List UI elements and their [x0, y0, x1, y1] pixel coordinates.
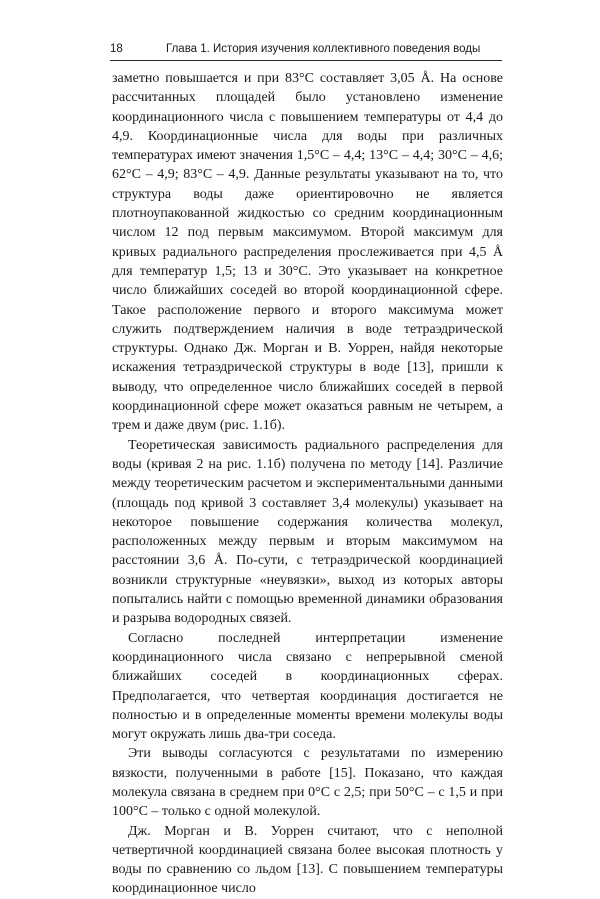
paragraph-latest-interpretation: Согласно последней интерпретации изменение координационного числа связано с непрерывной сменой ближайших соседей в координационных сферах. Предполагается, что четвертая координация достигается не полностью и в определенные моменты времени молекулы воды могут окружать лишь два-три соседа.	[112, 630, 503, 743]
paragraph-morgan-warren: Дж. Морган и В. Уоррен считают, что с неполной четвертичной координацией связана более высокая плотность у воды по сравнению со льдом [13]. С повышением температуры координационное число	[112, 823, 503, 897]
paragraph-continuation: заметно повышается и при 83°С составляет 3,05 Å. На основе рассчитанных площадей было установлено изменение координационного числа с повышением температуры от 4,4 до 4,9. Координационные числа для воды при различных температурах имеют значения 1,5°С – 4,4; 13°С – 4,4; 30°С – 4,6; 62°С – 4,9; 83°С – 4,9. Данные результаты указывают на то, что структура воды даже ориентировочно не является плотноупакованной жидкостью со средним координационным числом 12 под первым максимумом. Второй максимум для кривых радиального распределения прослеживается при 4,5 Å для температур 1,5; 13 и 30°С. Это указывает на конкретное число ближайших соседей во второй координационной сфере. Такое расположение первого и второго максимума может служить подтверждением наличия в воде тетраэдрической структуры. Однако Дж. Морган и В. Уоррен, найдя некоторые искажения тетраэдрической структуры в воде [13], пришли к выводу, что определенное число ближайших соседей в первой координационной сфере может оказаться равным не четырем, а трем и даже двум (рис. 1.1б).	[112, 71, 503, 434]
header-rule	[110, 60, 502, 61]
body-text	[112, 69, 503, 899]
running-head	[110, 39, 502, 59]
chapter-title: Глава 1. История изучения коллективного поведения воды	[166, 43, 481, 55]
paragraph-viscosity: Эти выводы согласуются с результатами по измерению вязкости, полученными в работе [15]. Показано, что каждая молекула связана в среднем при 0°С с 2,5; при 50°С – с 1,5 и при 100°С – только с одной молекулой.	[112, 746, 503, 820]
paragraph-theoretical-dependence: Теоретическая зависимость радиального распределения для воды (кривая 2 на рис. 1.1б) получена по методу [14]. Различие между теоретическим расчетом и экспериментальными данными (площадь под кривой 3 составляет 3,4 молекулы) указывает на некоторое повышение содержания количества молекул, расположенных между первым и вторым максимумом на расстоянии 3,6 Å. По-сути, с тетраэдрической координацией возникли структурные «неувязки», выход из которых авторы попытались найти с помощью временной динамики образования и разрыва водородных связей.	[112, 437, 503, 627]
page-number: 18	[110, 43, 123, 55]
